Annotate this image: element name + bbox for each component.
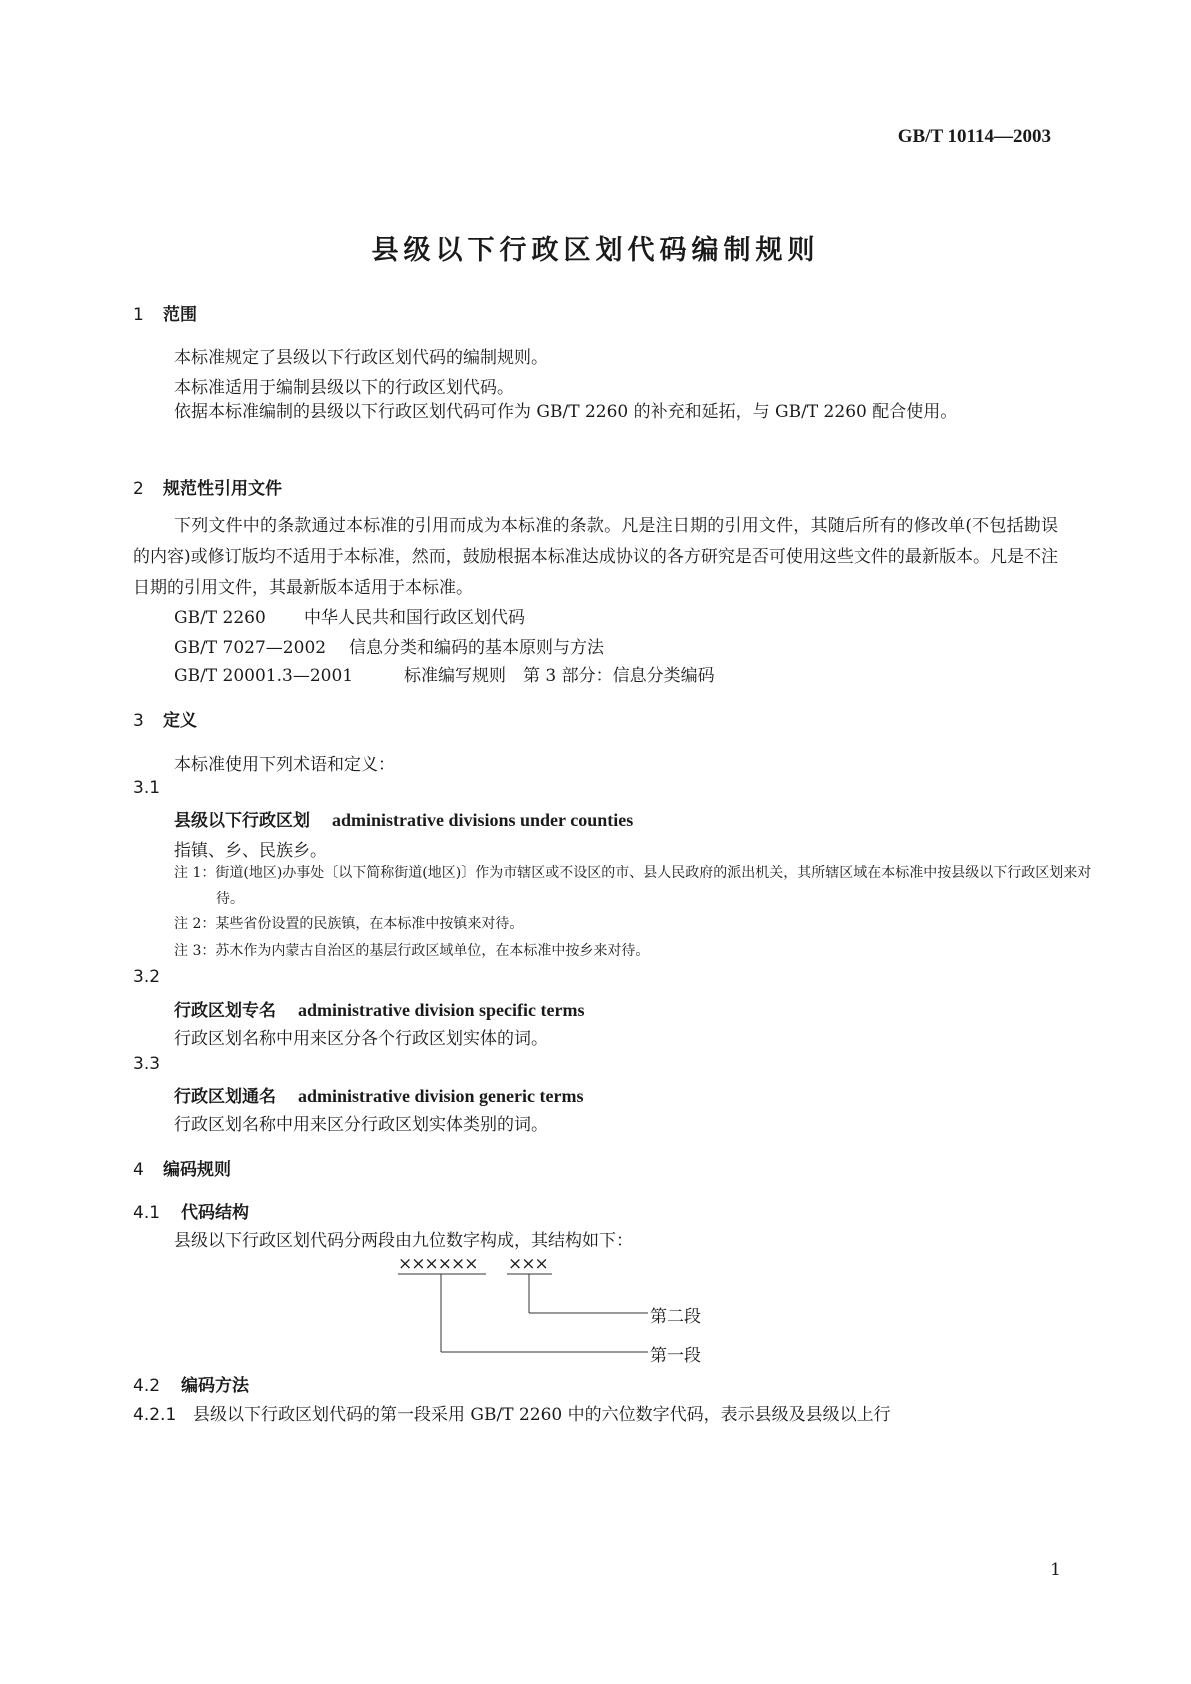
- standard-code: GB/T 10114—2003: [897, 126, 1051, 147]
- subsection-number: 4.1: [133, 1203, 161, 1223]
- diagram-segment-2: ×××: [508, 1254, 548, 1274]
- term-entry: [174, 996, 584, 1021]
- paragraph: 本标准规定了县级以下行政区划代码的编制规则。: [174, 348, 548, 368]
- diagram-label-second-segment: 第二段: [650, 1307, 701, 1327]
- diagram-lines: [390, 1270, 660, 1365]
- term-entry: [174, 806, 633, 831]
- term-definition: 行政区划名称中用来区分各个行政区划实体的词。: [174, 1029, 548, 1049]
- term-number: 3.3: [133, 1054, 161, 1074]
- section-title: 范围: [163, 305, 197, 325]
- paragraph: 下列文件中的条款通过本标准的引用而成为本标准的条款。凡是注日期的引用文件，其随后所有的修改单(不包括勘误的内容)或修订版均不适用于本标准，然而，鼓励根据本标准达成协议的各方研究是否可使用这些文件的最新版本。凡是不注日期的引用文件，其最新版本适用于本标准。: [133, 516, 1058, 598]
- paragraph: 本标准使用下列术语和定义：: [174, 755, 395, 775]
- paragraph: 县级以下行政区划代码分两段由九位数字构成，其结构如下：: [174, 1231, 633, 1251]
- note: 注 2：某些省份设置的民族镇，在本标准中按镇来对待。: [174, 916, 524, 932]
- reference-title: 标准编写规则 第 3 部分：信息分类编码: [404, 666, 715, 686]
- term-english: administrative divisions under counties: [332, 810, 634, 830]
- diagram-segment-1: ××××××: [398, 1254, 478, 1274]
- reference-title: 中华人民共和国行政区划代码: [304, 608, 525, 628]
- note: 注 1：街道(地区)办事处〔以下简称街道(地区)〕作为市辖区或不设区的市、县人民政府的派出机关，其所辖区域在本标准中按县级以下行政区划来对待。: [174, 865, 1092, 907]
- clause-text: 县级以下行政区划代码的第一段采用 GB/T 2260 中的六位数字代码，表示县级及县级以上行: [193, 1405, 891, 1425]
- subsection-title: 编码方法: [181, 1376, 249, 1396]
- paragraph: 本标准适用于编制县级以下的行政区划代码。: [174, 378, 514, 398]
- paragraph: 依据本标准编制的县级以下行政区划代码可作为 GB/T 2260 的补充和延拓，与 GB/T 2260 配合使用。: [174, 402, 958, 422]
- section-number: 1: [133, 305, 144, 325]
- term-chinese: 行政区划专名: [174, 1001, 276, 1021]
- section-title: 规范性引用文件: [163, 479, 282, 499]
- term-chinese: 行政区划通名: [174, 1087, 276, 1107]
- term-definition: 行政区划名称中用来区分行政区划实体类别的词。: [174, 1115, 548, 1135]
- section-4-heading: [133, 1155, 231, 1180]
- subsection-4-2-heading: [133, 1371, 249, 1396]
- reference-code: GB/T 2260: [174, 608, 266, 628]
- clause-4-2-1: [133, 1400, 891, 1425]
- section-title: 定义: [163, 711, 197, 731]
- term-entry: [174, 1082, 583, 1107]
- section-number: 3: [133, 711, 144, 731]
- term-definition: 指镇、乡、民族乡。: [174, 841, 327, 861]
- clause-number: 4.2.1: [133, 1405, 177, 1425]
- section-number: 2: [133, 479, 144, 499]
- term-number: 3.1: [133, 778, 161, 798]
- reference-item: [174, 603, 525, 628]
- section-2-heading: [133, 474, 282, 499]
- section-1-heading: [133, 300, 197, 325]
- page-number: 1: [1050, 1560, 1061, 1580]
- term-number: 3.2: [133, 967, 161, 987]
- diagram-label-first-segment: 第一段: [650, 1346, 701, 1366]
- term-english: administrative division specific terms: [298, 1000, 585, 1020]
- subsection-title: 代码结构: [181, 1203, 249, 1223]
- subsection-4-1-heading: [133, 1198, 249, 1223]
- note: 注 3：苏木作为内蒙古自治区的基层行政区域单位，在本标准中按乡来对待。: [174, 943, 650, 959]
- document-title: 县级以下行政区划代码编制规则: [371, 235, 820, 266]
- reference-title: 信息分类和编码的基本原则与方法: [349, 638, 604, 658]
- term-english: administrative division generic terms: [298, 1086, 584, 1106]
- term-chinese: 县级以下行政区划: [174, 811, 310, 831]
- reference-item: [174, 633, 604, 658]
- reference-code: GB/T 7027—2002: [174, 638, 327, 658]
- reference-item: [174, 661, 715, 686]
- section-number: 4: [133, 1160, 144, 1180]
- subsection-number: 4.2: [133, 1376, 161, 1396]
- reference-code: GB/T 20001.3—2001: [174, 666, 354, 686]
- section-title: 编码规则: [163, 1160, 231, 1180]
- section-3-heading: [133, 706, 197, 731]
